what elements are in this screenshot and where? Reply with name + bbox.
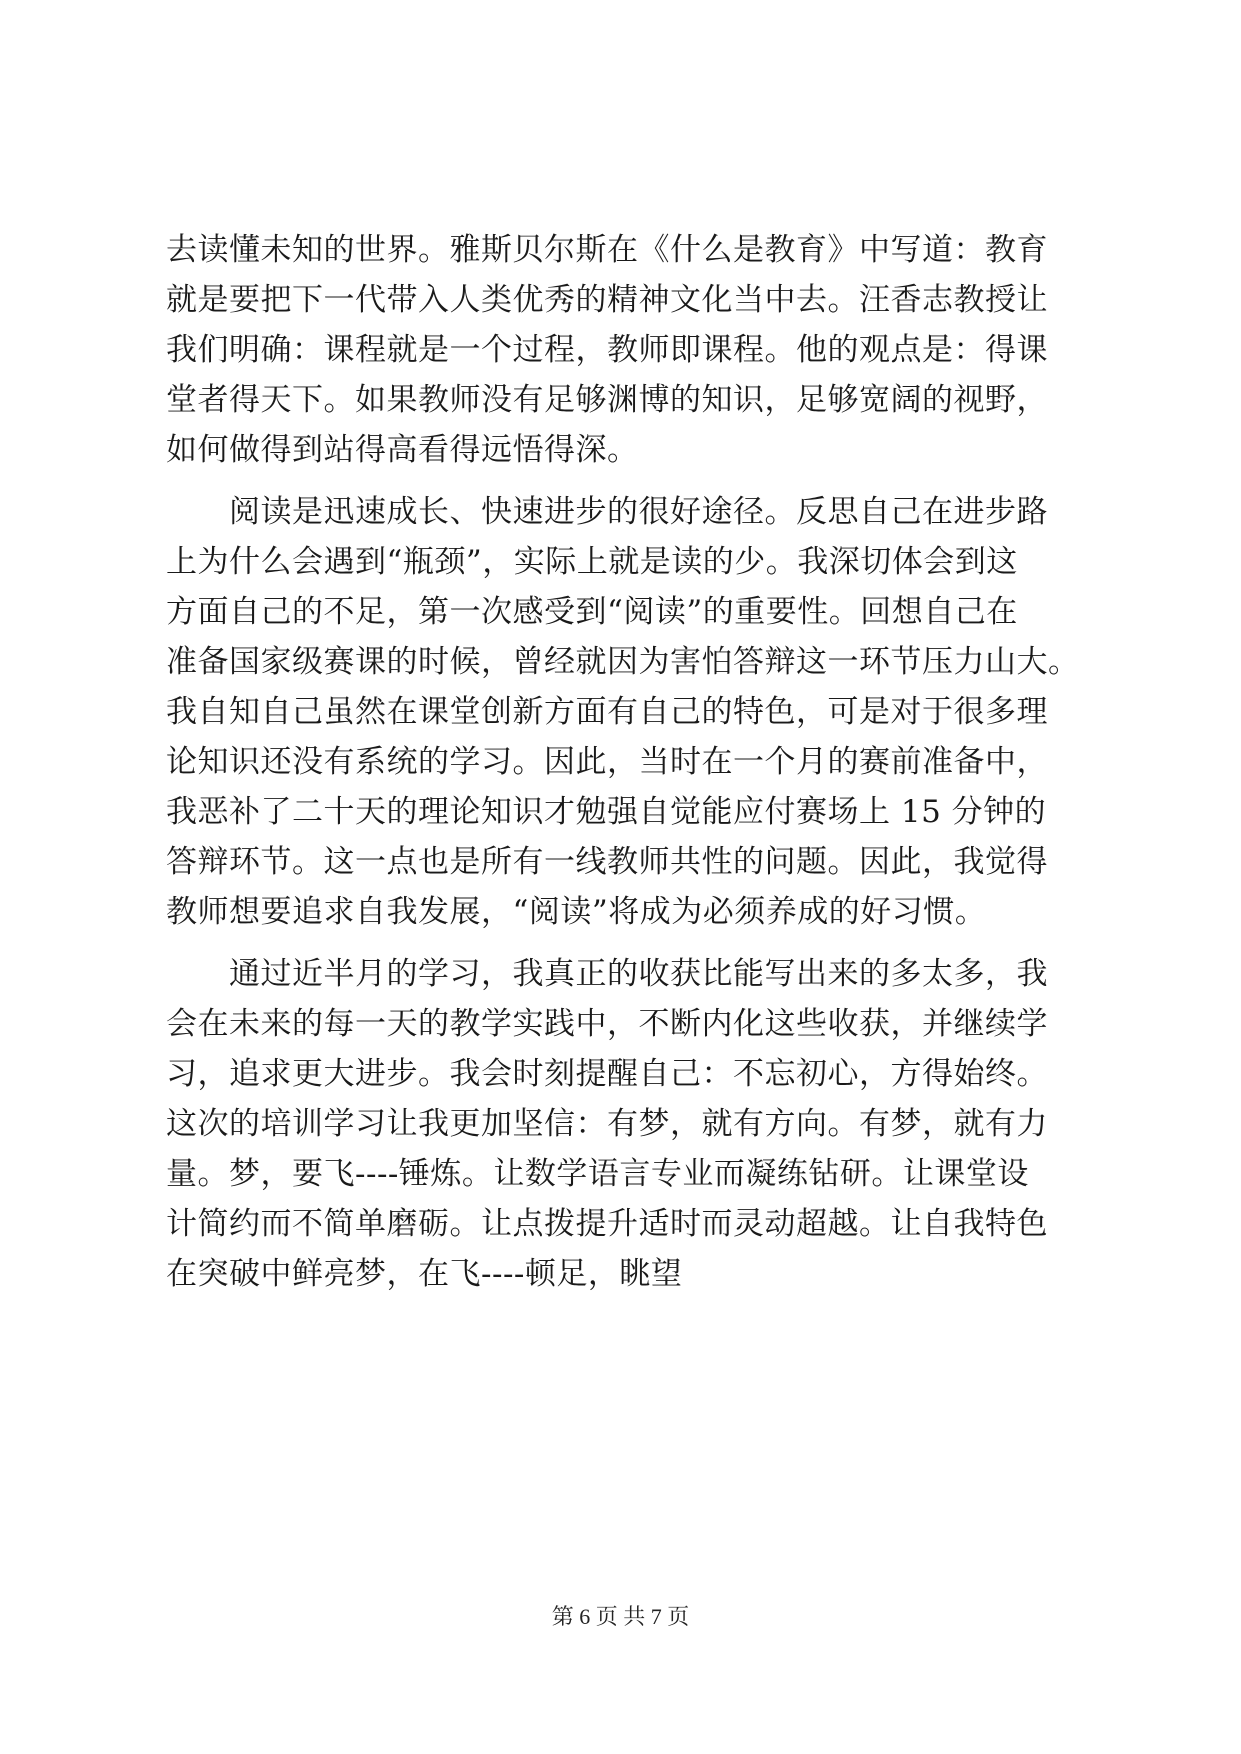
text-line: 准备国家级赛课的时候，曾经就因为害怕答辩这一环节压力山大。 — [166, 644, 1080, 680]
text-line: 这次的培训学习让我更加坚信：有梦，就有方向。有梦，就有力 — [166, 1106, 1048, 1142]
paragraph-first-line: 阅读是迅速成长、快速进步的很好途径。反思自己在进步路 — [229, 494, 1048, 530]
text-line: 就是要把下一代带入人类优秀的精神文化当中去。汪香志教授让 — [166, 282, 1048, 318]
paragraph-first-line: 通过近半月的学习，我真正的收获比能写出来的多太多，我 — [229, 956, 1048, 992]
text-line: 计简约而不简单磨砺。让点拨提升适时而灵动超越。让自我特色 — [166, 1206, 1048, 1242]
text-line: 论知识还没有系统的学习。因此，当时在一个月的赛前准备中， — [166, 744, 1048, 780]
text-line: 会在未来的每一天的教学实践中，不断内化这些收获，并继续学 — [166, 1006, 1048, 1042]
text-line: 我们明确：课程就是一个过程，教师即课程。他的观点是：得课 — [166, 332, 1048, 368]
text-line: 堂者得天下。如果教师没有足够渊博的知识，足够宽阔的视野， — [166, 382, 1048, 418]
page-number-footer: 第 6 页 共 7 页 — [551, 1604, 690, 1629]
text-line: 如何做得到站得高看得远悟得深。 — [166, 432, 639, 468]
text-line: 在突破中鲜亮梦，在飞----顿足，眺望 — [166, 1256, 683, 1292]
text-line: 教师想要追求自我发展，“阅读”将成为必须养成的好习惯。 — [166, 894, 987, 930]
text-line: 我自知自己虽然在课堂创新方面有自己的特色，可是对于很多理 — [166, 694, 1048, 730]
text-line: 答辩环节。这一点也是所有一线教师共性的问题。因此，我觉得 — [166, 844, 1048, 880]
text-line: 我恶补了二十天的理论知识才勉强自觉能应付赛场上 15 分钟的 — [166, 794, 1047, 830]
text-line: 方面自己的不足，第一次感受到“阅读”的重要性。回想自己在 — [166, 594, 1018, 630]
text-line: 上为什么会遇到“瓶颈”，实际上就是读的少。我深切体会到这 — [166, 544, 1018, 580]
text-line: 去读懂未知的世界。雅斯贝尔斯在《什么是教育》中写道：教育 — [166, 232, 1048, 268]
text-line: 习，追求更大进步。我会时刻提醒自己：不忘初心，方得始终。 — [166, 1056, 1048, 1092]
text-line: 量。梦，要飞----锤炼。让数学语言专业而凝练钻研。让课堂设 — [166, 1156, 1029, 1192]
